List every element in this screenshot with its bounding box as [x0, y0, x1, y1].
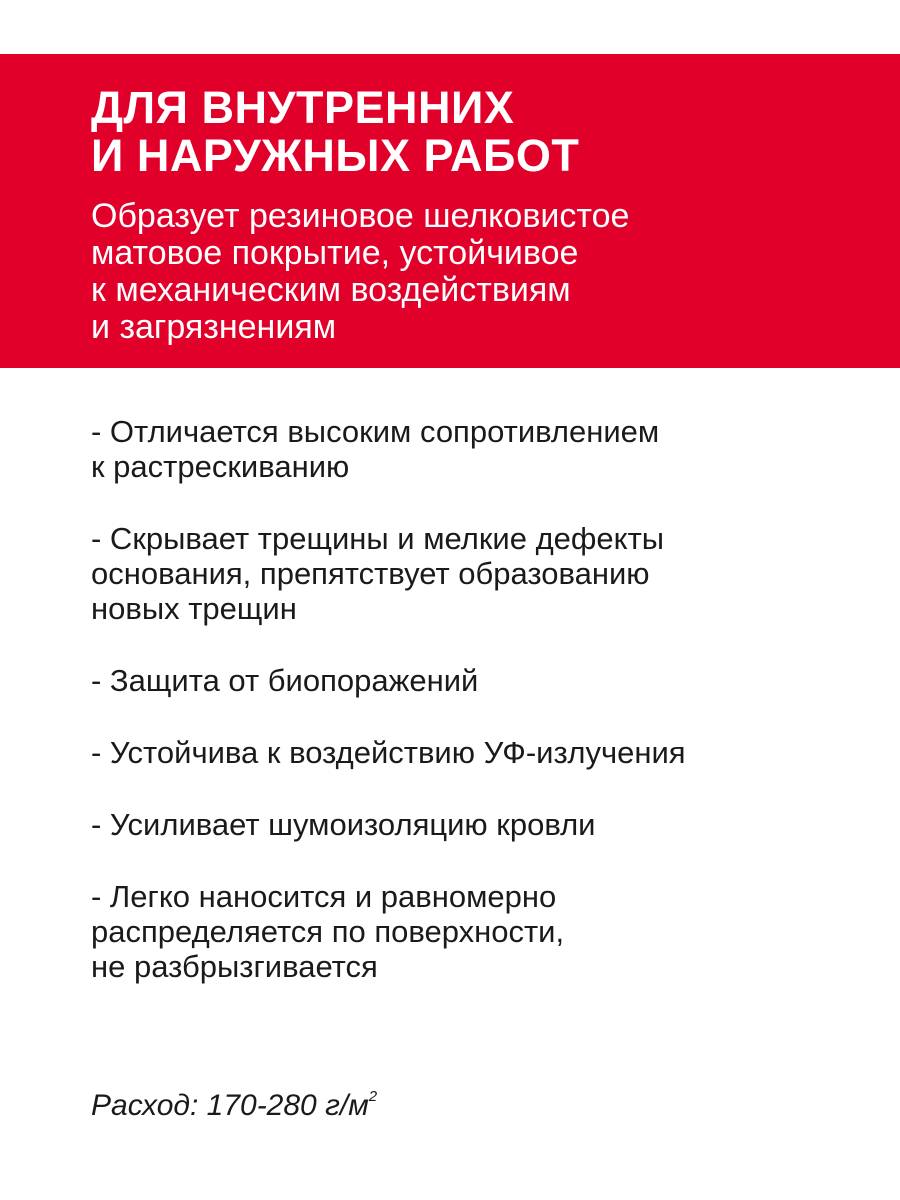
- consumption-superscript: 2: [368, 1088, 378, 1105]
- feature-item: - Защита от биопоражений: [91, 663, 479, 698]
- consumption-label: Расход: 170-280 г/м: [91, 1089, 369, 1122]
- consumption-rate: [91, 1088, 377, 1124]
- header-banner: [0, 54, 900, 368]
- feature-item: - Устойчива к воздействию УФ-излучения: [91, 735, 686, 770]
- feature-item: - Усиливает шумоизоляцию кровли: [91, 807, 596, 842]
- feature-item: - Легко наносится и равномерно распределяется по поверхности, не разбрызгивается: [91, 879, 565, 984]
- feature-list: [91, 414, 881, 1021]
- feature-item: - Скрывает трещины и мелкие дефекты основания, препятствует образованию новых трещин: [91, 521, 665, 626]
- banner-title: ДЛЯ ВНУТРЕННИХ И НАРУЖНЫХ РАБОТ: [91, 82, 580, 181]
- banner-subtitle: Образует резиновое шелковистое матовое покрытие, устойчивое к механическим воздействиям и загрязнениям: [91, 197, 630, 346]
- feature-item: - Отличается высоким сопротивлением к растрескиванию: [91, 414, 660, 484]
